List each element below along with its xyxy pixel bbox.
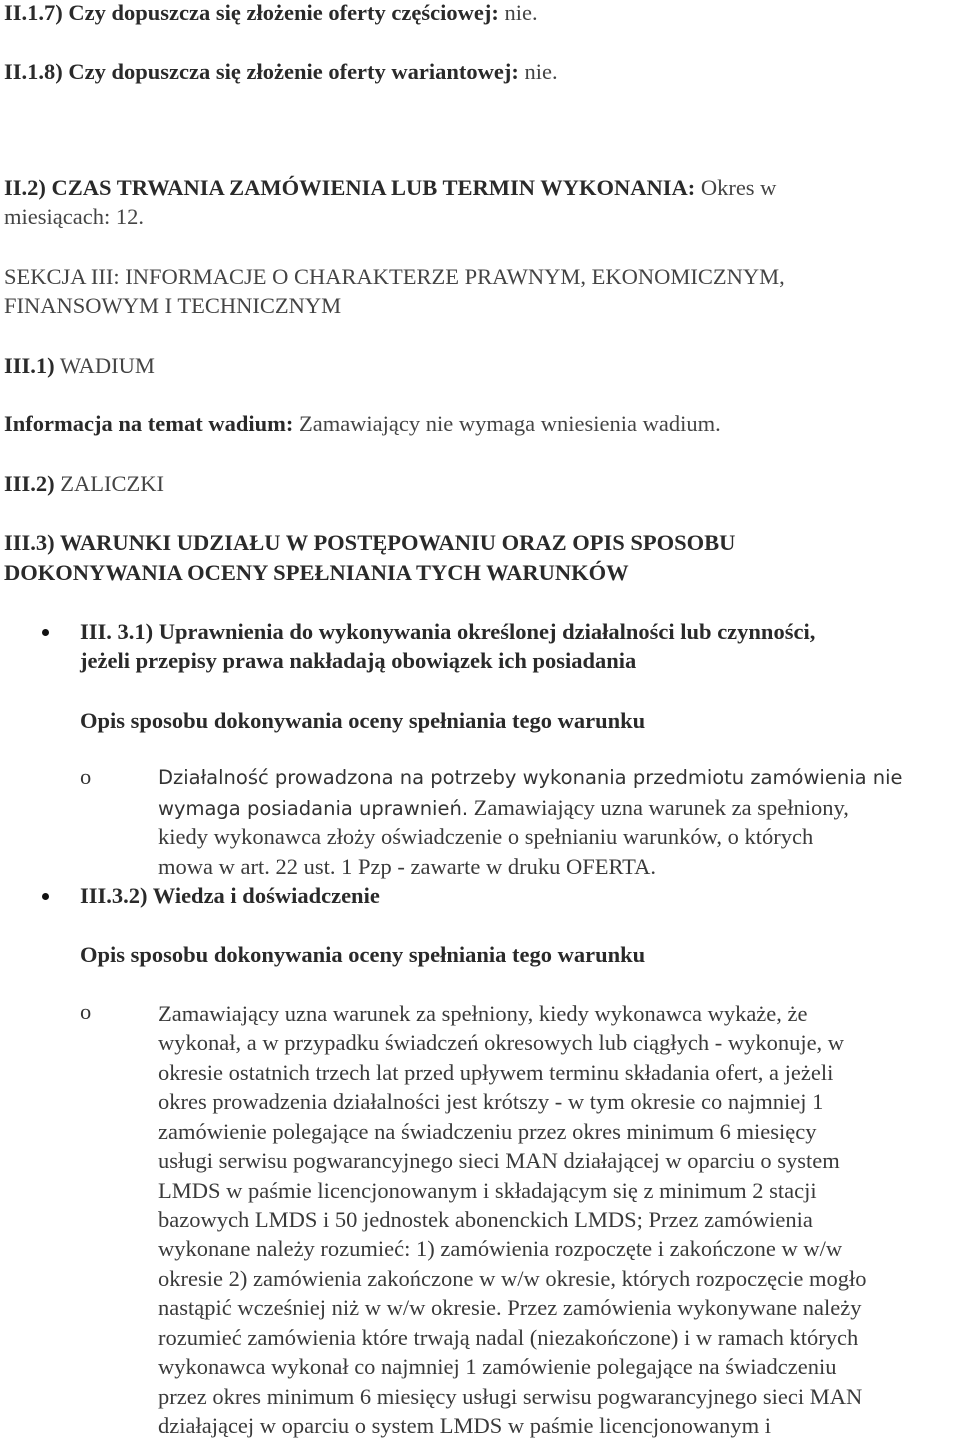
iii32-line: przez okres minimum 6 miesięcy usługi serwisu pogwarancyjnego sieci MAN bbox=[158, 1384, 863, 1409]
section3-heading-line1: SEKCJA III: INFORMACJE O CHARAKTERZE PRAWNYM, EKONOMICZNYM, bbox=[4, 264, 785, 289]
iii31-line-4: mowa w art. 22 ust. 1 Pzp - zawarte w druku OFERTA. bbox=[158, 854, 656, 879]
iii31-line-2 bbox=[158, 797, 849, 820]
iii1-heading bbox=[4, 355, 155, 378]
iii32-line: LMDS w paśmie licencjonowanym i składającym się z minimum 2 stacji bbox=[158, 1178, 817, 1203]
iii32-line: nastąpić wcześniej niż w w/w okresie. Przez zamówienia wykonywane należy bbox=[158, 1295, 862, 1320]
ii18-row bbox=[4, 61, 558, 84]
iii32-line: wykonawca wykonał co najmniej 1 zamówienie polegające na świadczeniu bbox=[158, 1354, 837, 1379]
ii18-label: II.1.8) Czy dopuszcza się złożenie oferty wariantowej: bbox=[4, 59, 519, 84]
iii1-label: III.1) bbox=[4, 353, 55, 378]
ii17-label: II.1.7) Czy dopuszcza się złożenie oferty częściowej: bbox=[4, 0, 499, 25]
iii2-heading bbox=[4, 473, 164, 496]
ii2-row bbox=[4, 177, 776, 200]
iii2-label: III.2) bbox=[4, 471, 55, 496]
iii32-line: wykonane należy rozumieć: 1) zamówienia rozpoczęte i zakończone w w/w bbox=[158, 1236, 843, 1261]
iii31-line-2b: Zamawiający uzna warunek za spełniony, bbox=[473, 795, 849, 820]
ii2-value-line1: Okres w bbox=[700, 175, 777, 200]
iii3-heading-line2: DOKONYWANIA OCENY SPEŁNIANIA TYCH WARUNKÓW bbox=[4, 560, 629, 585]
iii1-info-value: Zamawiający nie wymaga wniesienia wadium. bbox=[298, 411, 721, 436]
iii32-line: rozumieć zamówienia które trwają nadal (niezakończone) i w ramach których bbox=[158, 1325, 859, 1350]
iii32-line: okres prowadzenia działalności jest krótszy - w tym okresie co najmniej 1 bbox=[158, 1089, 824, 1114]
iii31-title-line2: jeżeli przepisy prawa nakładają obowiązek ich posiadania bbox=[80, 648, 637, 673]
iii1-info-label: Informacja na temat wadium: bbox=[4, 411, 294, 436]
iii32-line: okresie 2) zamówienia zakończone w w/w okresie, których rozpoczęcie mogło bbox=[158, 1266, 867, 1291]
iii31-line-3: kiedy wykonawca złoży oświadczenie o spełnianiu warunków, o których bbox=[158, 824, 814, 849]
iii31-line-2a: wymaga posiadania uprawnień. bbox=[158, 797, 469, 820]
iii32-line: bazowych LMDS i 50 jednostek abonenckich LMDS; Przez zamówienia bbox=[158, 1207, 813, 1232]
iii32-title: III.3.2) Wiedza i doświadczenie bbox=[80, 883, 380, 908]
iii32-line: działającej w oparciu o system LMDS w paśmie licencjonowanym i bbox=[158, 1413, 771, 1438]
iii32-desc-heading: Opis sposobu dokonywania oceny spełniania tego warunku bbox=[80, 942, 646, 967]
bullet-dot bbox=[42, 629, 49, 636]
iii32-line: usługi serwisu pogwarancyjnego sieci MAN działającej w oparciu o system bbox=[158, 1148, 840, 1173]
iii31-line-1: Działalność prowadzona na potrzeby wykonania przedmiotu zamówienia nie bbox=[158, 766, 903, 789]
bullet-o-marker: o bbox=[80, 764, 92, 789]
iii3-heading-line1: III.3) WARUNKI UDZIAŁU W POSTĘPOWANIU ORAZ OPIS SPOSOBU bbox=[4, 530, 736, 555]
iii1-info-row bbox=[4, 413, 721, 436]
ii2-value-line2: miesiącach: 12. bbox=[4, 204, 144, 229]
iii1-title: WADIUM bbox=[59, 353, 155, 378]
bullet-dot bbox=[42, 893, 49, 900]
bullet-o-marker: o bbox=[80, 999, 92, 1024]
iii32-line: Zamawiający uzna warunek za spełniony, kiedy wykonawca wykaże, że bbox=[158, 1001, 808, 1026]
iii32-line: wykonał, a w przypadku świadczeń okresowych lub ciągłych - wykonuje, w bbox=[158, 1030, 845, 1055]
ii17-value: nie. bbox=[504, 0, 538, 25]
ii18-value: nie. bbox=[524, 59, 558, 84]
section3-heading-line2: FINANSOWYM I TECHNICZNYM bbox=[4, 293, 342, 318]
iii31-desc-heading: Opis sposobu dokonywania oceny spełniania tego warunku bbox=[80, 708, 646, 733]
ii17-row bbox=[4, 2, 538, 25]
iii31-title-line1: III. 3.1) Uprawnienia do wykonywania określonej działalności lub czynności, bbox=[80, 619, 816, 644]
ii2-label: II.2) CZAS TRWANIA ZAMÓWIENIA LUB TERMIN WYKONANIA: bbox=[4, 175, 696, 200]
iii32-line: okresie ostatnich trzech lat przed upływem terminu składania ofert, a jeżeli bbox=[158, 1060, 834, 1085]
iii2-title: ZALICZKI bbox=[60, 471, 164, 496]
iii32-line: zamówienie polegające na świadczeniu przez okres minimum 6 miesięcy bbox=[158, 1119, 817, 1144]
